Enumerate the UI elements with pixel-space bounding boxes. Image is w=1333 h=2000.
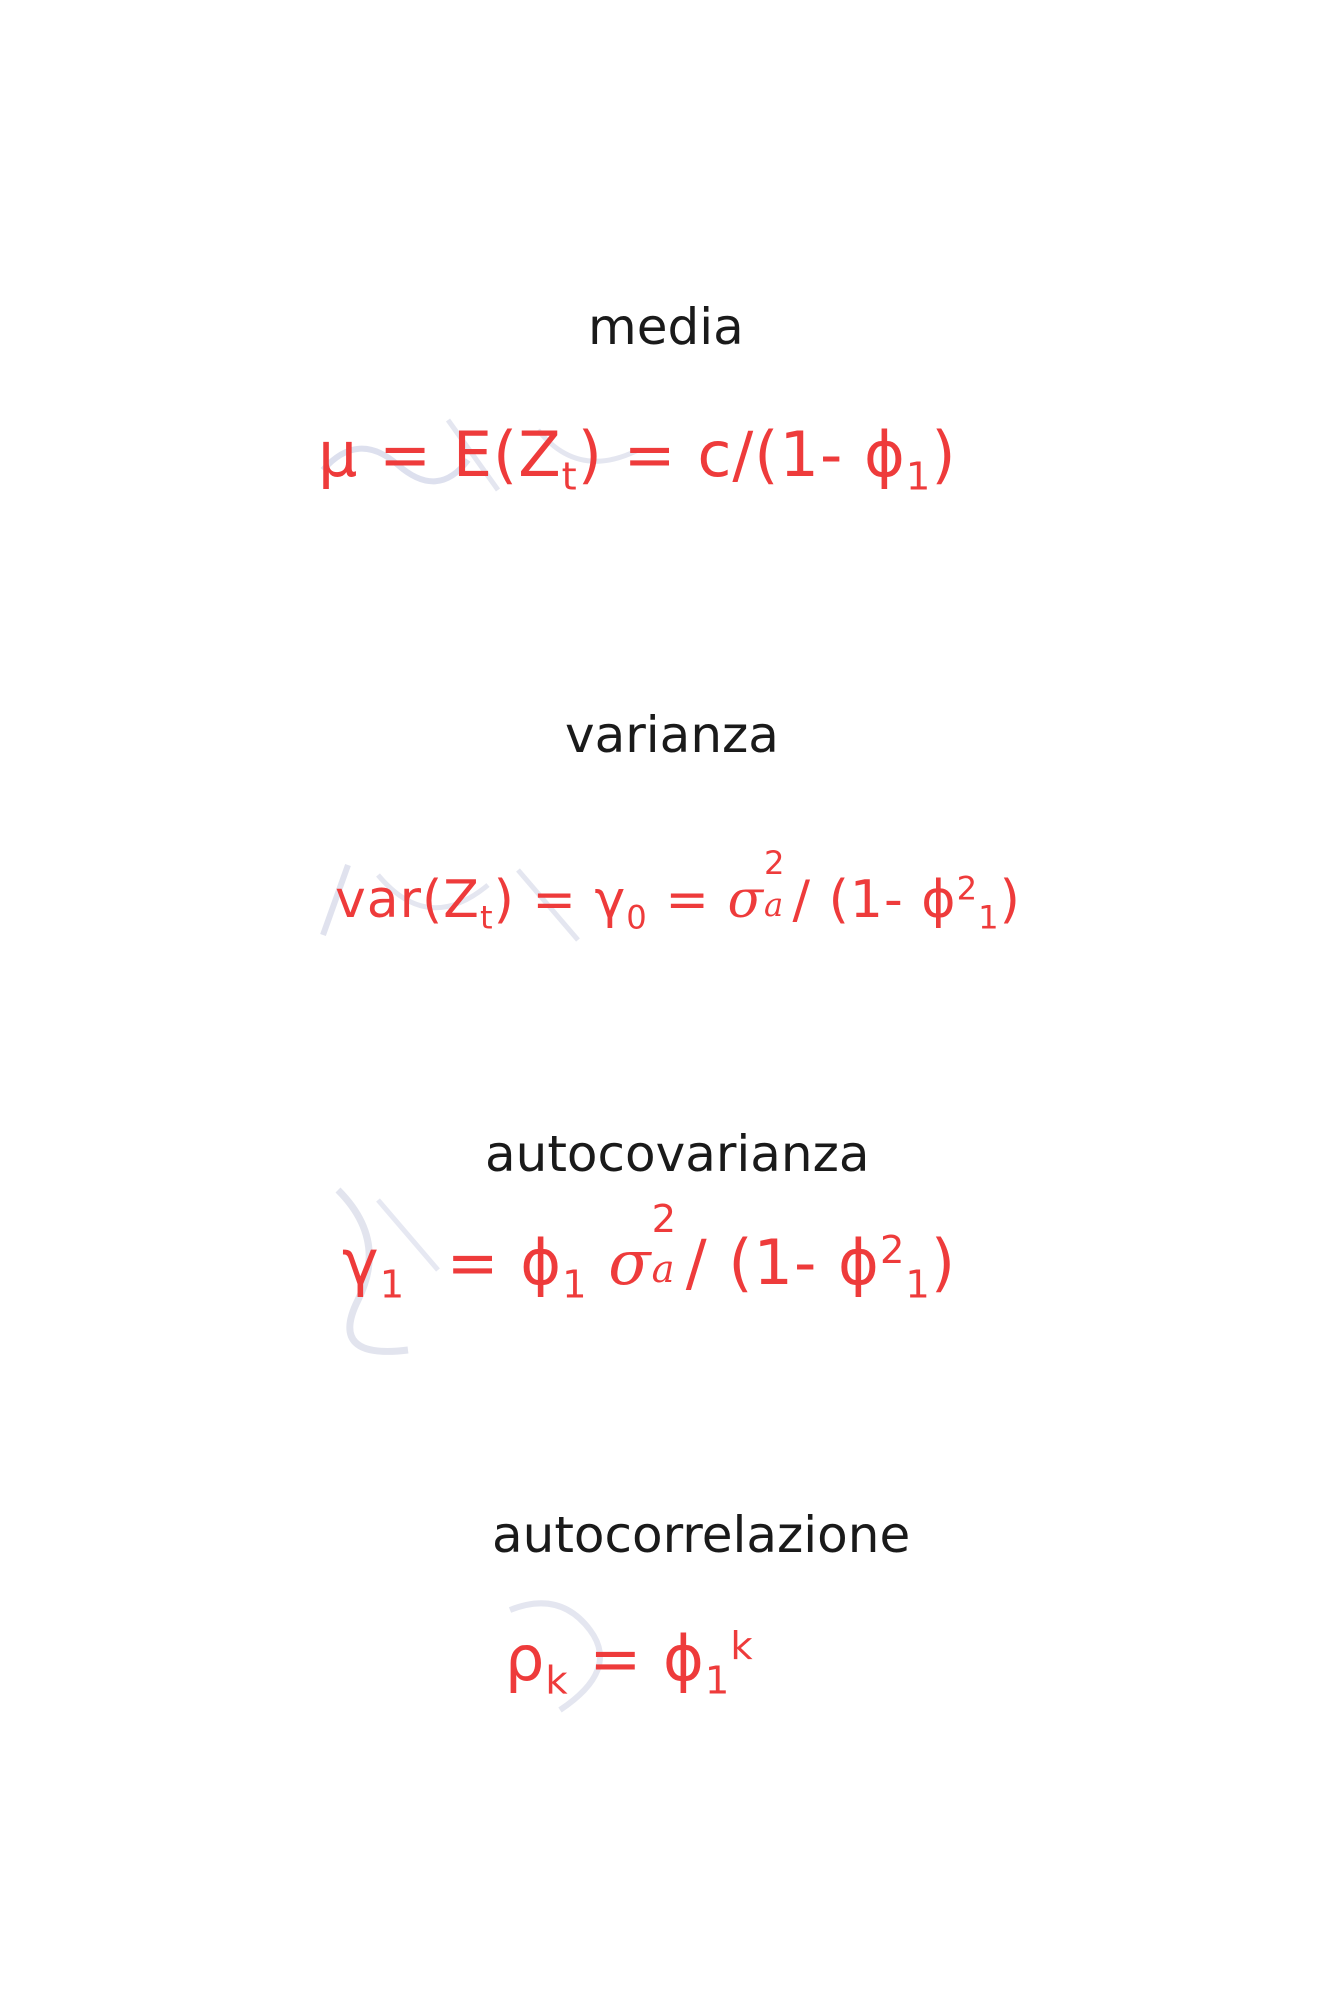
formula-varianza [335, 844, 1021, 937]
label-varianza: varianza [565, 706, 779, 764]
close-paren: ) [930, 1226, 957, 1299]
gamma-symbol: γ [594, 870, 627, 930]
denominator-expr: / (1- ϕ [792, 870, 957, 930]
equals-sign: = [514, 870, 595, 930]
sigma-symbol: σ [587, 1226, 652, 1299]
subscript-1: 1 [905, 1262, 931, 1308]
formula-media [318, 418, 957, 500]
subscript-t: t [561, 454, 578, 500]
close-paren: ) [931, 418, 957, 491]
superscript-k: k [730, 1623, 754, 1669]
equals-sign: = [358, 418, 453, 491]
equals-sign: = [602, 418, 698, 491]
subscript-1: 1 [562, 1262, 588, 1308]
close-paren: ) [493, 870, 515, 930]
subscript-1: 1 [978, 898, 1000, 937]
denominator-expr: / (1- ϕ [685, 1226, 880, 1299]
superscript-2: 2 [956, 869, 979, 908]
subscript-t: t [479, 898, 494, 937]
subscript-a: a [763, 886, 785, 925]
close-paren: ) [999, 870, 1021, 930]
sigma-symbol: σ [727, 870, 764, 930]
superscript-2: 2 [879, 1227, 906, 1273]
rho-symbol: ρ [505, 1622, 546, 1695]
formula-autocorrelazione [505, 1622, 754, 1704]
sigma-scripts [651, 1196, 686, 1292]
label-media: media [588, 298, 744, 356]
expectation-expr: E(Z [452, 418, 562, 491]
subscript-k: k [545, 1658, 569, 1704]
sigma-scripts [763, 844, 793, 925]
subscript-0: 0 [626, 898, 648, 937]
var-expr: var(Z [335, 870, 480, 930]
subscript-a: a [651, 1246, 676, 1292]
subscript-1: 1 [905, 454, 932, 500]
subscript-1: 1 [379, 1262, 406, 1308]
label-autocorrelazione: autocorrelazione [492, 1506, 911, 1564]
mu-symbol: μ [318, 418, 359, 491]
equals-sign: = [647, 870, 728, 930]
close-paren: ) [577, 418, 603, 491]
superscript-2: 2 [763, 844, 786, 883]
equals-phi: = ϕ [405, 1226, 563, 1299]
equals-phi: = ϕ [568, 1622, 705, 1695]
formula-autocovarianza [342, 1196, 957, 1308]
subscript-1: 1 [704, 1658, 731, 1704]
superscript-2: 2 [651, 1196, 678, 1242]
ratio-expr: c/(1- ϕ [697, 418, 906, 491]
label-autocovarianza: autocovarianza [485, 1125, 870, 1183]
gamma-symbol: γ [342, 1226, 380, 1299]
